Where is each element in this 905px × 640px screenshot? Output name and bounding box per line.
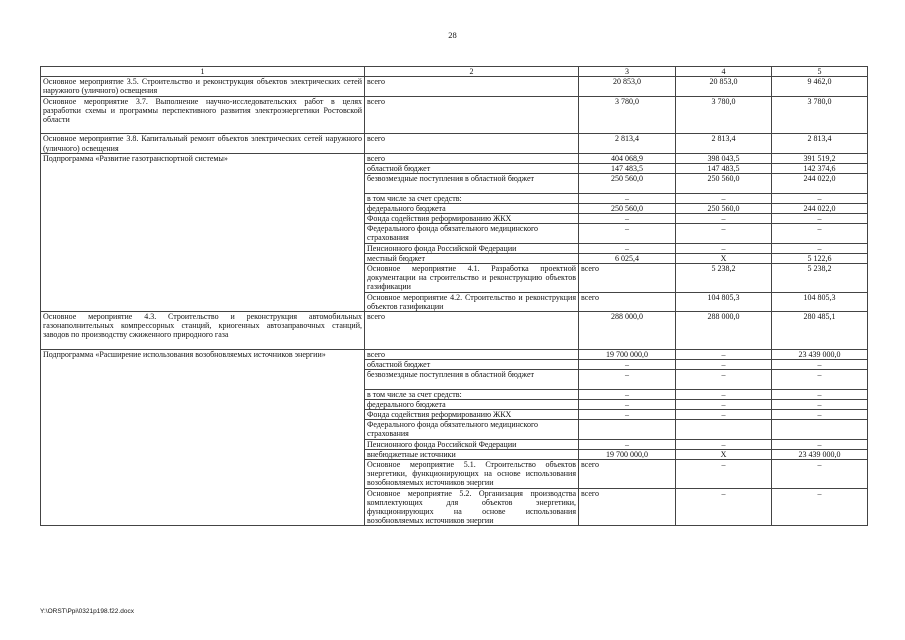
header-col-1: 1 bbox=[41, 67, 365, 77]
value-col-4: 5 238,2 bbox=[772, 264, 868, 293]
source-cell: всего bbox=[365, 312, 579, 350]
value-col-3: 250 560,0 bbox=[579, 174, 676, 193]
value-col-5: – bbox=[772, 389, 868, 399]
value-col-5: 3 780,0 bbox=[772, 96, 868, 134]
value-col-3: 19 700 000,0 bbox=[579, 449, 676, 459]
activity-label: Основное мероприятие 5.1. Строительство объектов энергетики, функционирующих на основе использования возобновляемых источников энергии bbox=[365, 460, 579, 489]
value-col-4: 250 560,0 bbox=[676, 203, 772, 213]
header-col-2: 2 bbox=[365, 67, 579, 77]
source-cell: всего bbox=[365, 77, 579, 96]
activity-label: Основное мероприятие 3.8. Капитальный ремонт объектов электрических сетей наружного (уличного) освещения bbox=[41, 134, 365, 153]
value-col-3: – bbox=[579, 439, 676, 449]
value-col-4: – bbox=[676, 360, 772, 370]
value-col-4: 104 805,3 bbox=[772, 292, 868, 311]
value-col-3: 288 000,0 bbox=[579, 312, 676, 350]
value-col-5: – bbox=[772, 410, 868, 420]
file-path-footer: Y:\ORST\Ppi\0321p198.f22.docx bbox=[40, 608, 134, 615]
value-col-5: 391 519,2 bbox=[772, 153, 868, 163]
table-row bbox=[41, 349, 868, 359]
value-col-5: 244 022,0 bbox=[772, 174, 868, 193]
value-col-5: 5 122,6 bbox=[772, 253, 868, 263]
value-col-3: 3 780,0 bbox=[579, 96, 676, 134]
header-col-3: 3 bbox=[579, 67, 676, 77]
source-cell: областной бюджет bbox=[365, 360, 579, 370]
source-cell: Пенсионного фонда Российской Федерации bbox=[365, 439, 579, 449]
value-col-5: – bbox=[772, 243, 868, 253]
source-cell: всего bbox=[365, 96, 579, 134]
value-col-4: – bbox=[676, 389, 772, 399]
value-col-4: – bbox=[676, 243, 772, 253]
source-cell: всего bbox=[579, 488, 676, 526]
value-col-5: 142 374,6 bbox=[772, 164, 868, 174]
source-cell: в том числе за счет средств: bbox=[365, 389, 579, 399]
table-row bbox=[41, 77, 868, 96]
value-col-3: – bbox=[579, 370, 676, 389]
value-col-3: – bbox=[676, 488, 772, 526]
value-col-5: 280 485,1 bbox=[772, 312, 868, 350]
value-col-3: – bbox=[579, 399, 676, 409]
value-col-4: 250 560,0 bbox=[676, 174, 772, 193]
header-row bbox=[41, 67, 868, 77]
value-col-5: 23 439 000,0 bbox=[772, 449, 868, 459]
value-col-4: 2 813,4 bbox=[676, 134, 772, 153]
value-col-4: 398 043,5 bbox=[676, 153, 772, 163]
source-cell: Федерального фонда обязательного медицинского страхования bbox=[365, 420, 579, 439]
value-col-4: – bbox=[676, 224, 772, 243]
source-cell: всего bbox=[579, 292, 676, 311]
activity-label: Основное мероприятие 4.3. Строительство и реконструкция автомобильных газонаполнительных компрессорных станций, криогенных автозаправочных станций, заводов по производству сжиженного природного газа bbox=[41, 312, 365, 350]
value-col-4: 3 780,0 bbox=[676, 96, 772, 134]
value-col-3: – bbox=[579, 389, 676, 399]
budget-table bbox=[40, 66, 868, 526]
source-cell: всего bbox=[579, 264, 676, 293]
table-row bbox=[41, 312, 868, 350]
source-cell: Федерального фонда обязательного медицинского страхования bbox=[365, 224, 579, 243]
value-col-3: 6 025,4 bbox=[579, 253, 676, 263]
value-col-4: – bbox=[676, 370, 772, 389]
source-cell: местный бюджет bbox=[365, 253, 579, 263]
value-col-4: – bbox=[676, 214, 772, 224]
source-cell: безвозмездные поступления в областной бюджет bbox=[365, 370, 579, 389]
value-col-3: 104 805,3 bbox=[676, 292, 772, 311]
source-cell: федерального бюджета bbox=[365, 203, 579, 213]
value-col-3: – bbox=[579, 360, 676, 370]
value-col-4: – bbox=[676, 193, 772, 203]
value-col-3: 250 560,0 bbox=[579, 203, 676, 213]
value-col-4: – bbox=[772, 460, 868, 489]
value-col-5: 9 462,0 bbox=[772, 77, 868, 96]
source-cell: всего bbox=[365, 153, 579, 163]
value-col-3: – bbox=[676, 460, 772, 489]
value-col-4 bbox=[676, 420, 772, 439]
table-row bbox=[41, 96, 868, 134]
value-col-4: – bbox=[676, 439, 772, 449]
value-col-4: 20 853,0 bbox=[676, 77, 772, 96]
value-col-5: – bbox=[772, 439, 868, 449]
table-row bbox=[41, 153, 868, 163]
value-col-4: X bbox=[676, 449, 772, 459]
value-col-3 bbox=[579, 420, 676, 439]
source-cell: Фонда содействия реформированию ЖКХ bbox=[365, 410, 579, 420]
header-col-4: 4 bbox=[676, 67, 772, 77]
source-cell: Пенсионного фонда Российской Федерации bbox=[365, 243, 579, 253]
table-row bbox=[41, 134, 868, 153]
activity-label: Основное мероприятие 3.5. Строительство и реконструкция объектов электрических сетей наружного (уличного) освещения bbox=[41, 77, 365, 96]
activity-label: Основное мероприятие 4.1. Разработка проектной документации на строительство и реконструкцию объектов газификации bbox=[365, 264, 579, 293]
value-col-4: X bbox=[676, 253, 772, 263]
source-cell: всего bbox=[365, 349, 579, 359]
value-col-5: – bbox=[772, 193, 868, 203]
value-col-4: – bbox=[676, 399, 772, 409]
value-col-5: – bbox=[772, 224, 868, 243]
value-col-3: – bbox=[579, 224, 676, 243]
value-col-3: 2 813,4 bbox=[579, 134, 676, 153]
source-cell: федерального бюджета bbox=[365, 399, 579, 409]
value-col-3: – bbox=[579, 214, 676, 224]
page-number: 28 bbox=[448, 30, 457, 40]
source-cell: внебюджетные источники bbox=[365, 449, 579, 459]
value-col-5: – bbox=[772, 370, 868, 389]
subprogram-label: Подпрограмма «Расширение использования возобновляемых источников энергии» bbox=[41, 349, 365, 526]
activity-label: Основное мероприятие 5.2. Организация производства комплектующих для объектов энергетики, функционирующих на основе использования возобновляемых источников энергии bbox=[365, 488, 579, 526]
value-col-5: 2 813,4 bbox=[772, 134, 868, 153]
value-col-5: – bbox=[772, 399, 868, 409]
header-col-5: 5 bbox=[772, 67, 868, 77]
subprogram-label: Подпрограмма «Развитие газотранспортной системы» bbox=[41, 153, 365, 311]
value-col-4: – bbox=[676, 410, 772, 420]
activity-label: Основное мероприятие 3.7. Выполнение научно-исследовательских работ в целях разработки схемы и программы перспективного развития электроэнергетики Ростовской области bbox=[41, 96, 365, 134]
source-cell: безвозмездные поступления в областной бюджет bbox=[365, 174, 579, 193]
activity-label: Основное мероприятие 4.2. Строительство и реконструкция объектов газификации bbox=[365, 292, 579, 311]
value-col-5: – bbox=[772, 360, 868, 370]
value-col-4: 147 483,5 bbox=[676, 164, 772, 174]
value-col-4: – bbox=[676, 349, 772, 359]
value-col-3: 147 483,5 bbox=[579, 164, 676, 174]
value-col-5: 244 022,0 bbox=[772, 203, 868, 213]
value-col-3: – bbox=[579, 410, 676, 420]
source-cell: в том числе за счет средств: bbox=[365, 193, 579, 203]
source-cell: всего bbox=[365, 134, 579, 153]
value-col-3: 5 238,2 bbox=[676, 264, 772, 293]
value-col-3: – bbox=[579, 193, 676, 203]
value-col-4: – bbox=[772, 488, 868, 526]
source-cell: Фонда содействия реформированию ЖКХ bbox=[365, 214, 579, 224]
value-col-3: 19 700 000,0 bbox=[579, 349, 676, 359]
value-col-5: – bbox=[772, 214, 868, 224]
value-col-3: 404 068,9 bbox=[579, 153, 676, 163]
value-col-3: – bbox=[579, 243, 676, 253]
value-col-5: 23 439 000,0 bbox=[772, 349, 868, 359]
value-col-5 bbox=[772, 420, 868, 439]
source-cell: областной бюджет bbox=[365, 164, 579, 174]
source-cell: всего bbox=[579, 460, 676, 489]
value-col-4: 288 000,0 bbox=[676, 312, 772, 350]
value-col-3: 20 853,0 bbox=[579, 77, 676, 96]
